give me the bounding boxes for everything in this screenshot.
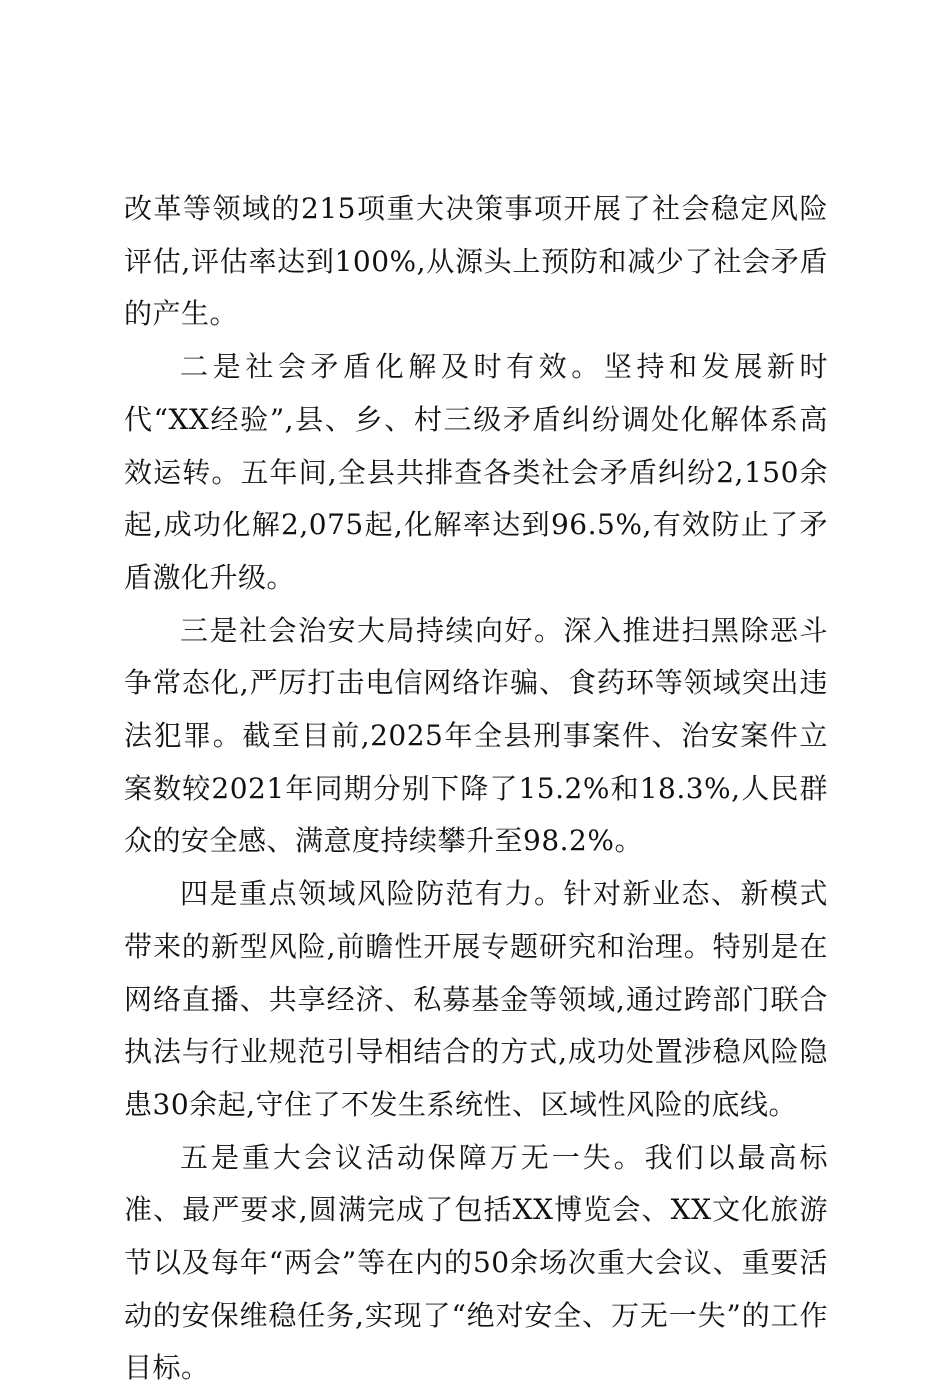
paragraph-conflict-resolution: 二是社会矛盾化解及时有效。坚持和发展新时代“XX经验”,县、乡、村三级矛盾纠纷调处化解体系高效运转。五年间,全县共排查各类社会矛盾纠纷2,150余起,成功化解2,075起,化解率达到96.5%,有效防止了矛盾激化升级。 xyxy=(124,350,828,594)
paragraph-public-security: 三是社会治安大局持续向好。深入推进扫黑除恶斗争常态化,严厉打击电信网络诈骗、食药环等领域突出违法犯罪。截至目前,2025年全县刑事案件、治安案件立案数较2021年同期分别下降了15.2%和18.3%,人民群众的安全感、满意度持续攀升至98.2%。 xyxy=(124,613,828,858)
paragraph-risk-prevention: 四是重点领域风险防范有力。针对新业态、新模式带来的新型风险,前瞻性开展专题研究和治理。特别是在网络直播、共享经济、私募基金等领域,通过跨部门联合执法与行业规范引导相结合的方式,成功处置涉稳风险隐患30余起,守住了不发生系统性、区域性风险的底线。 xyxy=(124,877,828,1121)
document-body xyxy=(124,183,828,1395)
paragraph-risk-assessment: 改革等领域的215项重大决策事项开展了社会稳定风险评估,评估率达到100%,从源头上预防和减少了社会矛盾的产生。 xyxy=(124,192,828,331)
paragraph-event-security: 五是重大会议活动保障万无一失。我们以最高标准、最严要求,圆满完成了包括XX博览会、XX文化旅游节以及每年“两会”等在内的50余场次重大会议、重要活动的安保维稳任务,实现了“绝对安全、万无一失”的工作目标。 xyxy=(124,1140,828,1385)
